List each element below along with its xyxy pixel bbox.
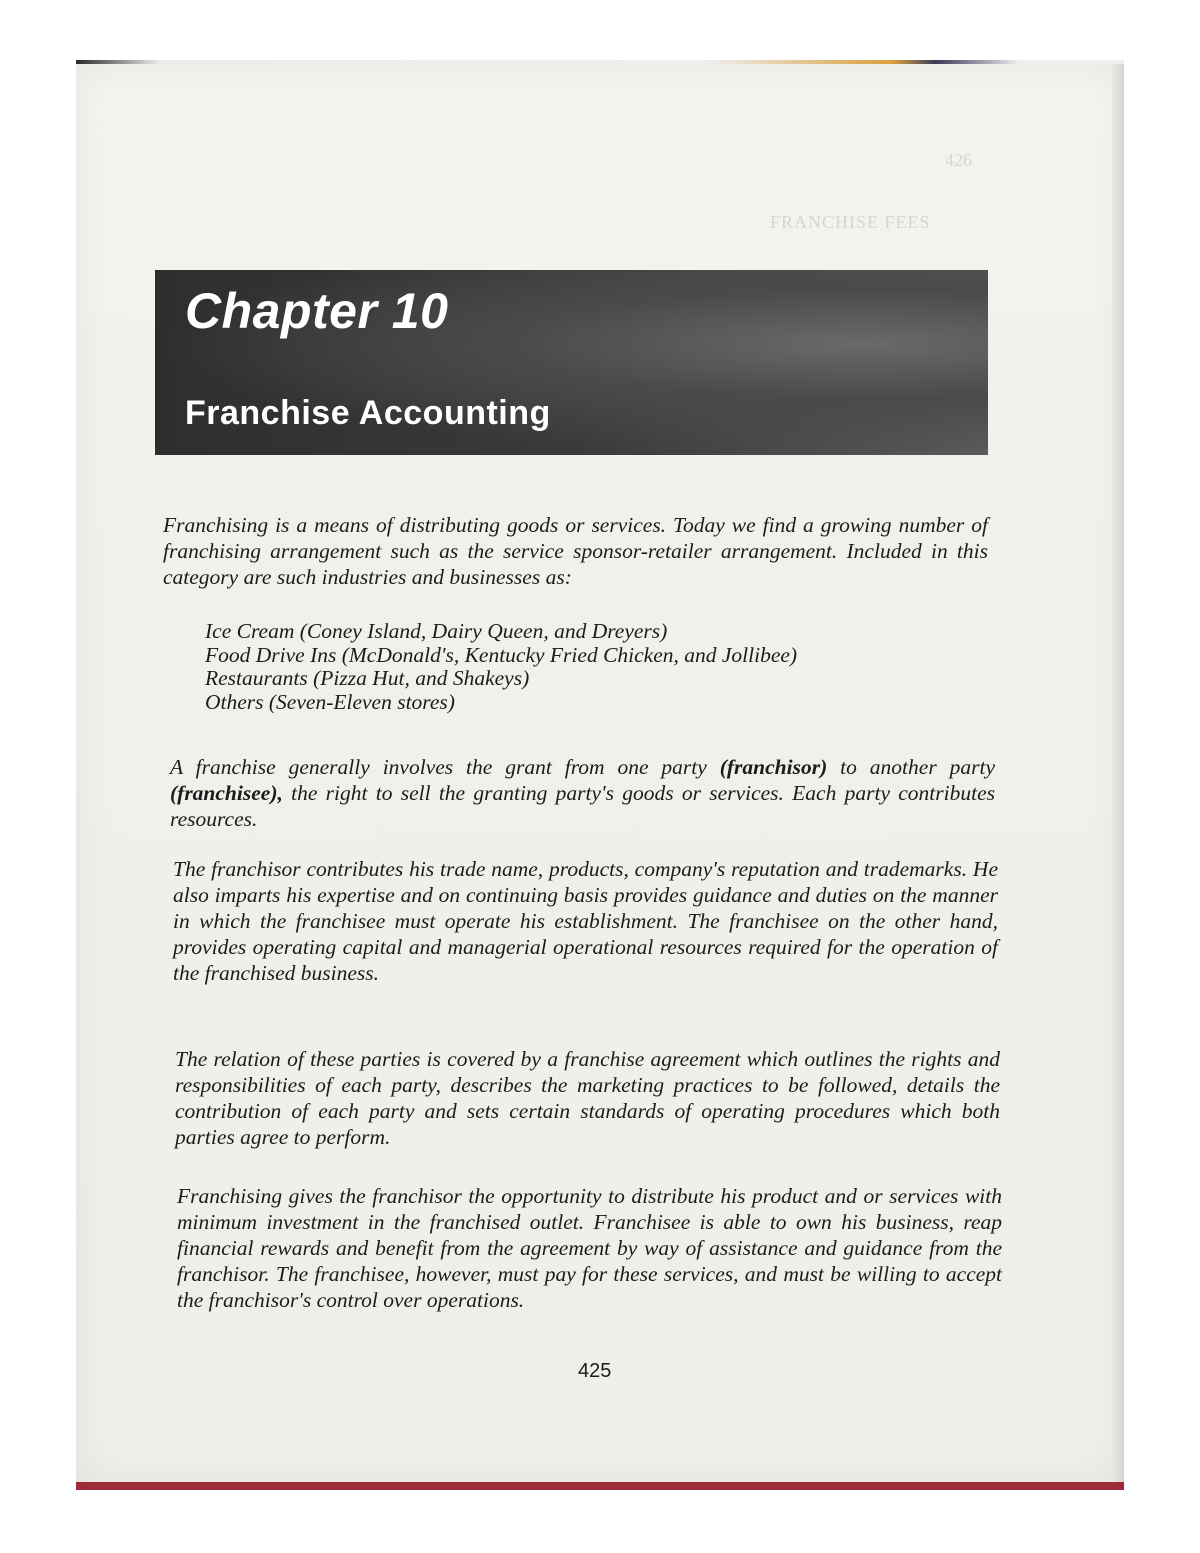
definition-text-3: the right to sell the granting party's goods or services. Each party contributes resources. [170,781,995,831]
intro-paragraph: Franchising is a means of distributing goods or services. Today we find a growing number of franchising arrangement such as the service sponsor-retailer arrangement. Included in this category are such industries and businesses as: [163,513,988,589]
benefits-paragraph: Franchising gives the franchisor the opportunity to distribute his product and or services with minimum investment in the franchised outlet. Franchisee is able to own his business, reap financial rewards and benefit from the agreement by way of assistance and guidance from the franchisor. The franchisee, however, must pay for these services, and must be willing to accept the franchisor's control over operations. [177,1184,1002,1312]
agreement-paragraph: The relation of these parties is covered by a franchise agreement which outlines the rights and responsibilities of each party, describes the marketing practices to be followed, details the contribution of each party and sets certain standards of operating procedures which both parties agree to perform. [175,1047,1000,1149]
list-item: Ice Cream (Coney Island, Dairy Queen, and Dreyers) [205,619,668,643]
page-number: 425 [578,1360,612,1382]
franchisor-term: (franchisor) [719,755,828,779]
definition-paragraph [170,754,995,832]
franchise-examples-list [205,620,797,714]
bleed-through-folio: 426 [945,150,972,170]
chapter-number: Chapter 10 [185,283,449,339]
page-bottom-edge [76,1482,1124,1490]
franchisee-term: (franchisee), [170,781,283,805]
bleed-through-heading: FRANCHISE FEES [770,212,931,232]
chapter-banner [155,270,988,455]
definition-text-1: A franchise generally involves the grant from one party [170,755,720,779]
list-item: Food Drive Ins (McDonald's, Kentucky Fried Chicken, and Jollibee) [205,642,798,667]
definition-text-2: to another party [827,755,995,779]
page-right-edge [1112,64,1124,1484]
contributions-paragraph: The franchisor contributes his trade name, products, company's reputation and trademarks. He also imparts his expertise and on continuing basis provides guidance and duties on the manner in which the franchisee must operate his establishment. The franchisee on the other hand, provides operating capital and managerial operational resources required for the operation of the franchised business. [173,857,998,985]
list-item: Restaurants (Pizza Hut, and Shakeys) [205,666,530,690]
chapter-title: Franchise Accounting [185,394,551,432]
list-item: Others (Seven-Eleven stores) [205,689,455,714]
